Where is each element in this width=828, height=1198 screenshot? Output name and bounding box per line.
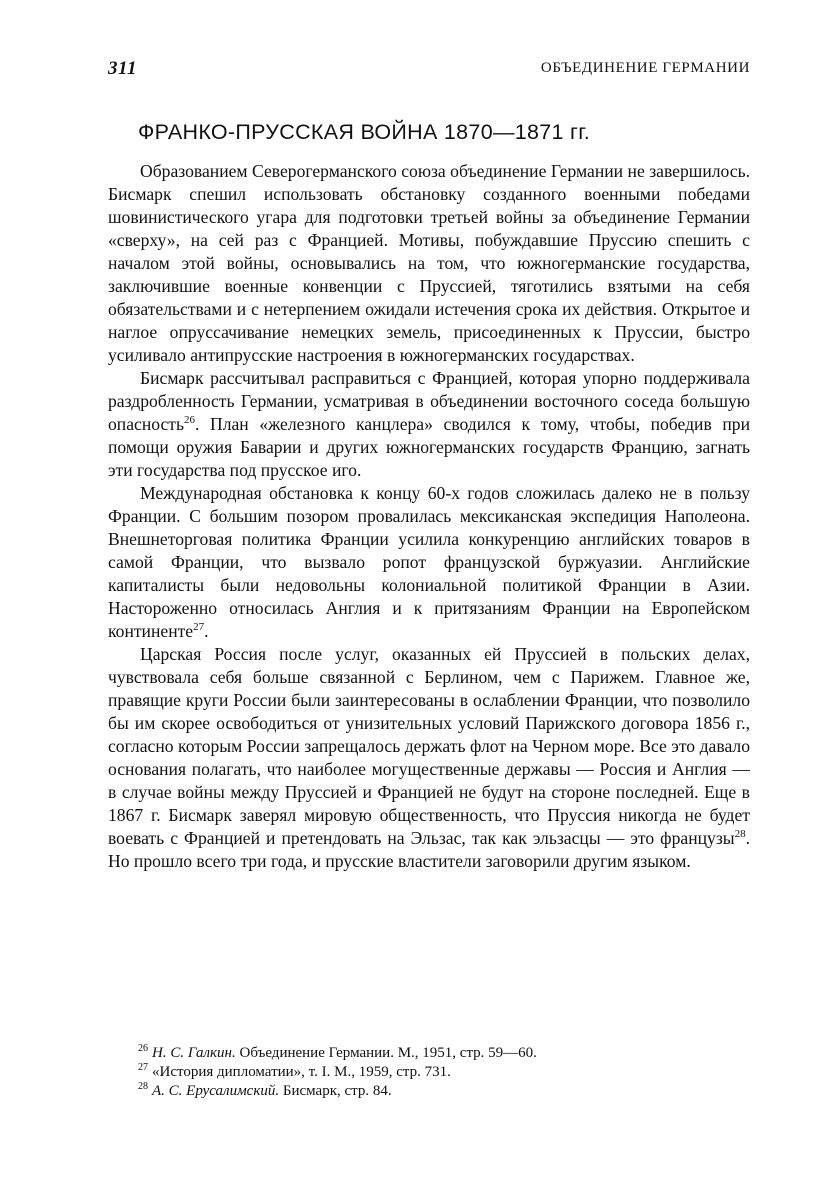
paragraph-4 bbox=[108, 643, 750, 873]
running-head bbox=[108, 58, 750, 84]
footnote-ref-26[interactable]: 26 bbox=[184, 414, 196, 427]
footnote-mark: 26 bbox=[138, 1043, 148, 1054]
footnotes bbox=[108, 1044, 750, 1101]
paragraph-2 bbox=[108, 367, 750, 482]
footnote-mark: 27 bbox=[138, 1062, 148, 1073]
paragraph-4-text: Царская Россия после услуг, оказанных ей Пруссией в польских делах, чувствовала себя больше связанной с Берлином, чем с Парижем. Главное же, правящие круги России были заинтересованы в ослаблении Франции, что позволило бы им скорее освободиться от унизительных условий Парижского договора 1856 г., согласно которым России запрещалось держать флот на Черном море. Все это давало основания полагать, что наиболее могущественные державы — Россия и Англия — в случае войны между Пруссией и Францией не будут на стороне последней. Еще в 1867 г. Бисмарк заверял мировую общественность, что Пруссия никогда не будет воевать с Францией и претендовать на Эльзас, так как эльзасцы — это французы bbox=[108, 644, 750, 848]
footnote-28 bbox=[108, 1082, 750, 1101]
footnote-mark: 28 bbox=[138, 1081, 148, 1092]
paragraph-2-tail: . План «железного канцлера» сводился к тому, чтобы, победив при помощи оружия Баварии и других южногерманских государств Францию, загнать эти государства под прусское иго. bbox=[108, 414, 750, 480]
paragraph-1-text: Образованием Северогерманского союза объединение Германии не завершилось. Бисмарк спешил использовать обстановку созданного военными победами шовинистического угара для подготовки третьей войны за объединение Германии «сверху», на сей раз с Францией. Мотивы, побуждавшие Пруссию спешить с началом этой войны, основывались на том, что южногерманские государства, заключившие военные конвенции с Пруссией, тяготились взятыми на себя обязательствами и с нетерпением ожидали истечения срока их действия. Открытое и наглое опруссачивание немецких земель, присоединенных к Пруссии, быстро усиливало антипрусские настроения в южногерманских государствах. bbox=[108, 161, 750, 365]
footnote-27 bbox=[108, 1063, 750, 1082]
footnote-26 bbox=[108, 1044, 750, 1063]
footnote-text: Объединение Германии. М., 1951, стр. 59—60. bbox=[235, 1045, 537, 1061]
page-number: 311 bbox=[108, 58, 137, 79]
footnote-text: «История дипломатии», т. I. М., 1959, стр. 731. bbox=[152, 1064, 451, 1080]
body-text bbox=[108, 160, 750, 873]
paragraph-1 bbox=[108, 160, 750, 367]
running-title: ОБЪЕДИНЕНИЕ ГЕРМАНИИ bbox=[540, 60, 750, 76]
footnote-text: Бисмарк, стр. 84. bbox=[279, 1083, 392, 1099]
footnote-ref-28[interactable]: 28 bbox=[734, 828, 746, 841]
paragraph-3-text: Международная обстановка к концу 60-х годов сложилась далеко не в пользу Франции. С большим позором провалилась мексиканская экспедиция Наполеона. Внешнеторговая политика Франции усилила конкуренцию английских товаров в самой Франции, что вызвало ропот французской буржуазии. Английские капиталисты были недовольны колониальной политикой Франции в Азии. Настороженно относилась Англия и к притязаниям Франции на Европейском континенте bbox=[108, 483, 750, 641]
paragraph-3-tail: . bbox=[204, 621, 209, 641]
paragraph-3 bbox=[108, 482, 750, 643]
footnote-author: Н. С. Галкин. bbox=[152, 1045, 236, 1061]
footnote-author: А. С. Ерусалимский. bbox=[152, 1083, 280, 1099]
paragraph-4-tail: . Но прошло всего три года, и прусские властители заговорили другим языком. bbox=[108, 828, 750, 871]
footnote-ref-27[interactable]: 27 bbox=[193, 621, 205, 634]
paragraph-2-text: Бисмарк рассчитывал расправиться с Францией, которая упорно поддерживала раздробленность Германии, усматривая в объединении восточного соседа большую опасность bbox=[108, 368, 750, 434]
section-title: ФРАНКО-ПРУССКАЯ ВОЙНА 1870—1871 гг. bbox=[138, 120, 590, 144]
